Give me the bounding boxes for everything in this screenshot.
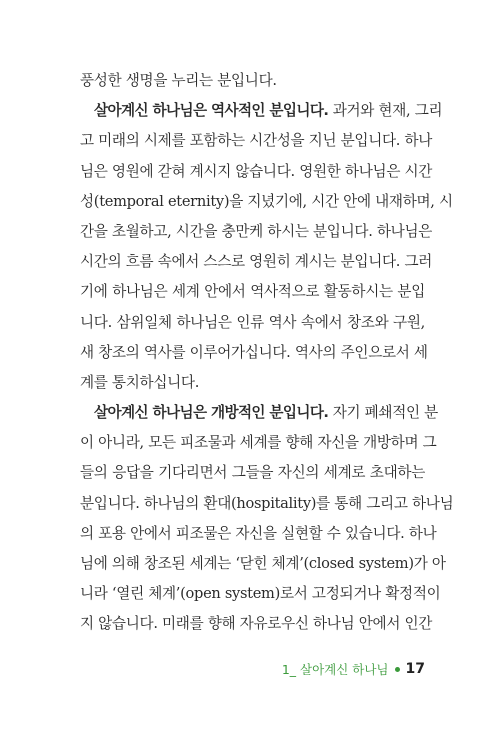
bullet-dot-icon xyxy=(395,667,400,672)
emphasis-heading: 살아계신 하나님은 개방적인 분입니다. xyxy=(94,404,329,422)
text-line: 니다. 삼위일체 하나님은 인류 역사 속에서 창조와 구원, xyxy=(80,313,425,331)
text-line: 고 미래의 시제를 포함하는 시간성을 지닌 분입니다. 하나 xyxy=(80,132,433,150)
text-line: 계를 통치하십니다. xyxy=(80,373,200,391)
text-line: 간을 초월하고, 시간을 충만케 하시는 분입니다. 하나님은 xyxy=(80,222,433,240)
text-line: 지 않습니다. 미래를 향해 자유로우신 하나님 안에서 인간 xyxy=(80,615,433,633)
text-line: 시간의 흐름 속에서 스스로 영원히 계시는 분입니다. 그러 xyxy=(80,253,433,271)
body-text xyxy=(80,66,454,640)
text-line: 들의 응답을 기다리면서 그들을 자신의 세계로 초대하는 xyxy=(80,464,425,482)
text-line: 풍성한 생명을 누리는 분입니다. xyxy=(80,72,277,89)
text-line: 기에 하나님은 세계 안에서 역사적으로 활동하시는 분입 xyxy=(80,283,425,301)
text-line: 살아계신 하나님은 개방적인 분입니다. 자기 폐쇄적인 분 xyxy=(94,404,438,422)
text-line: 님은 영원에 갇혀 계시지 않습니다. 영원한 하나님은 시간 xyxy=(80,162,433,180)
text-line: 분입니다. 하나님의 환대(hospitality)를 통해 그리고 하나님 xyxy=(80,494,454,512)
text-line: 살아계신 하나님은 역사적인 분입니다. 과거와 현재, 그리 xyxy=(94,102,443,120)
chapter-title: 1_ 살아계신 하나님 xyxy=(281,662,389,677)
text-line: 성(temporal eternity)을 지녔기에, 시간 안에 내재하며, 시 xyxy=(80,192,453,210)
text-line: 니라 ‘열린 체계’(open system)로서 고정되거나 확정적이 xyxy=(80,585,441,603)
page-footer xyxy=(282,660,425,678)
text-line: 이 아니라, 모든 피조물과 세계를 향해 자신을 개방하며 그 xyxy=(80,434,437,452)
emphasis-heading: 살아계신 하나님은 역사적인 분입니다. xyxy=(94,102,329,120)
page-number: 17 xyxy=(405,661,425,677)
text-line: 의 포용 안에서 피조물은 자신을 실현할 수 있습니다. 하나 xyxy=(80,524,437,542)
text-line: 님에 의해 창조된 세계는 ‘닫힌 체계’(closed system)가 아 xyxy=(80,555,446,572)
text-line: 새 창조의 역사를 이루어가십니다. 역사의 주인으로서 세 xyxy=(80,343,428,361)
